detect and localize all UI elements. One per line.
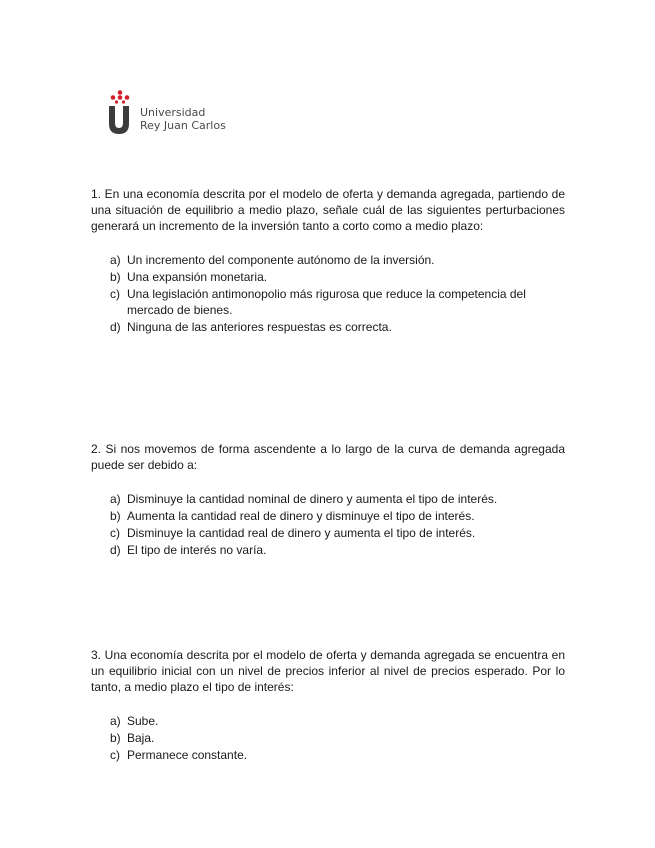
option-a[interactable] (91, 713, 565, 729)
option-letter: b) (110, 731, 121, 745)
u-letter-icon (108, 106, 130, 134)
option-list (91, 713, 565, 763)
option-text: Una expansión monetaria. (127, 270, 268, 284)
option-letter: c) (110, 526, 120, 540)
crown-dots-icon (108, 90, 132, 104)
urjc-logo-mark (108, 90, 132, 136)
option-text: Una legislación antimonopolio más rigurosa que reduce la competencia del mercado de bienes. (127, 287, 526, 317)
option-letter: b) (110, 270, 121, 284)
option-a[interactable] (91, 491, 565, 507)
option-c[interactable] (91, 286, 565, 318)
option-c[interactable] (91, 747, 565, 763)
option-text: Aumenta la cantidad real de dinero y disminuye el tipo de interés. (127, 509, 475, 523)
option-letter: c) (110, 287, 120, 301)
option-letter: c) (110, 748, 120, 762)
option-letter: d) (110, 320, 121, 334)
option-text: Disminuye la cantidad real de dinero y aumenta el tipo de interés. (127, 526, 476, 540)
question-text: 2. Si nos movemos de forma ascendente a lo largo de la curva de demanda agregada puede ser debido a: (91, 442, 565, 472)
option-c[interactable] (91, 525, 565, 541)
question-text: 3. Una economía descrita por el modelo de oferta y demanda agregada se encuentra en un equilibrio inicial con un nivel de precios inferior al nivel de precios esperado. Por lo tanto, a medio plazo el tipo de interés: (91, 648, 565, 694)
question-2 (91, 441, 565, 559)
option-a[interactable] (91, 252, 565, 268)
option-text: Baja. (127, 731, 155, 745)
option-text: Un incremento del componente autónomo de la inversión. (127, 253, 435, 267)
university-name (140, 106, 226, 132)
option-d[interactable] (91, 542, 565, 558)
option-list (91, 252, 565, 335)
question-text: 1. En una economía descrita por el modelo de oferta y demanda agregada, partiendo de una situación de equilibrio a medio plazo, señale cuál de las siguientes perturbaciones generará un incremento de la inversión tanto a corto como a medio plazo: (91, 187, 565, 233)
question-1 (91, 186, 565, 336)
option-b[interactable] (91, 269, 565, 285)
option-letter: d) (110, 543, 121, 557)
option-letter: a) (110, 714, 121, 728)
university-name-line2: Rey Juan Carlos (140, 119, 226, 132)
university-name-line1: Universidad (140, 106, 206, 119)
option-b[interactable] (91, 730, 565, 746)
option-text: El tipo de interés no varía. (127, 543, 267, 557)
question-3 (91, 647, 565, 764)
option-d[interactable] (91, 319, 565, 335)
option-letter: a) (110, 253, 121, 267)
university-logo (108, 90, 226, 136)
option-letter: a) (110, 492, 121, 506)
option-text: Disminuye la cantidad nominal de dinero y aumenta el tipo de interés. (127, 492, 498, 506)
option-text: Permanece constante. (127, 748, 248, 762)
option-letter: b) (110, 509, 121, 523)
option-text: Ninguna de las anteriores respuestas es correcta. (127, 320, 392, 334)
option-text: Sube. (127, 714, 159, 728)
option-list (91, 491, 565, 558)
option-b[interactable] (91, 508, 565, 524)
